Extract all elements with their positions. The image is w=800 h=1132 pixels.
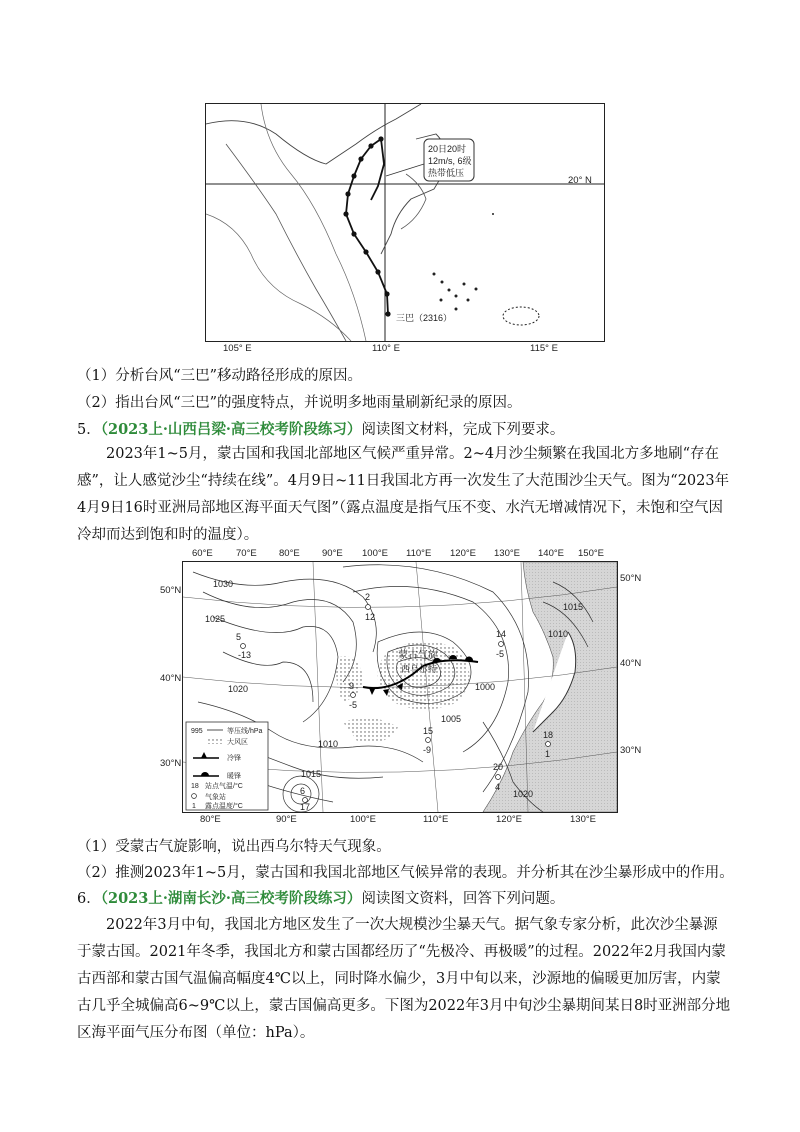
- track-point: [343, 211, 348, 216]
- start-label: 三巴（2316）: [396, 313, 453, 323]
- island-coast: [401, 174, 426, 229]
- station: [426, 738, 431, 743]
- top-lon-130: 130°E: [494, 548, 520, 559]
- q5-number: 5．: [77, 422, 101, 438]
- legend-wind: 大风区: [227, 739, 248, 746]
- legend-isobar-value: 995: [191, 728, 203, 735]
- station-dew: 1: [545, 749, 551, 759]
- island: [467, 299, 470, 302]
- legend-station: 气象站: [205, 794, 226, 801]
- station-temp: 15: [423, 726, 434, 736]
- typhoon-map-svg: [206, 104, 604, 341]
- island: [433, 273, 436, 276]
- island: [463, 283, 466, 286]
- top-lon-150: 150°E: [578, 548, 604, 559]
- weather-chart-svg: [183, 562, 617, 812]
- island: [441, 281, 444, 284]
- isobar-label: 1025: [205, 614, 226, 624]
- station: [192, 794, 197, 799]
- island: [475, 288, 478, 291]
- legend-dew: 露点温度/°C: [205, 803, 243, 810]
- station: [546, 742, 551, 747]
- q5-lead: 阅读图文材料，完成下列要求。: [361, 422, 565, 438]
- station-temp: 14: [496, 629, 507, 639]
- top-lon-140: 140°E: [538, 548, 564, 559]
- island: [440, 299, 443, 302]
- station: [366, 605, 371, 610]
- track-point: [384, 291, 389, 296]
- track-point: [385, 311, 390, 316]
- weather-chart-map: [182, 561, 618, 813]
- top-lon-90: 90°E: [322, 548, 343, 559]
- station-dew: -5: [349, 700, 358, 710]
- track-point: [351, 173, 356, 178]
- island: [455, 308, 458, 311]
- track-point: [363, 249, 368, 254]
- bottom-lon-110: 110°E: [423, 814, 449, 825]
- station-dew: -9: [423, 745, 432, 755]
- q4-item-2: （2）指出台风“三巴”的强度特点，并说明多地雨量刷新纪录的原因。: [77, 395, 522, 411]
- cold-front-tri: [369, 688, 375, 695]
- island: [448, 289, 451, 292]
- wind-area-west: [336, 656, 363, 702]
- callout-line1: 20日20时: [428, 144, 467, 154]
- bottom-lon-100: 100°E: [350, 814, 376, 825]
- lon-110-label: 110° E: [372, 343, 400, 354]
- legend-wind-swatch: [207, 737, 223, 744]
- left-lat-40: 40°N: [160, 673, 182, 684]
- right-lat-50: 50°N: [620, 573, 642, 584]
- bottom-lon-90: 90°E: [276, 814, 297, 825]
- station: [496, 775, 501, 780]
- legend-temp-value: 18: [191, 783, 199, 790]
- top-lon-60: 60°E: [192, 548, 213, 559]
- island: [492, 213, 494, 215]
- isobar-label: 1000: [475, 682, 496, 692]
- coastline: [206, 104, 421, 164]
- station-temp: 18: [543, 730, 554, 740]
- station-temp: 5: [236, 632, 242, 642]
- isobar-label: 1005: [441, 714, 462, 724]
- islands: [433, 213, 495, 311]
- coast-south: [206, 214, 351, 341]
- q6-number: 6．: [77, 891, 101, 907]
- station-dew: 4: [495, 782, 501, 792]
- bottom-lon-120: 120°E: [496, 814, 522, 825]
- callout-line2: 12m/s, 6级: [428, 156, 472, 166]
- q5-source: （2023上·山西吕梁·高三校考阶段练习）: [100, 421, 362, 438]
- isobar-label: 1010: [548, 629, 569, 639]
- q5-paragraph: 2023年1~5月，蒙古国和我国北部地区气候严重异常。2~4月沙尘频繁在我国北方多地刷“存在感”，让人感觉沙尘“持续在线”。4月9日~11日我国北方再一次发生了大范围沙尘天气。图为“2023年4月9日16时亚洲局部地区海平面天气图”（露点温度是指气压不变、水汽无增减情况下，未饱和空气因冷却而达到饱和时的温度）。: [77, 446, 730, 543]
- track-point: [378, 136, 383, 141]
- legend-isobar: 等压线/hPa: [227, 728, 263, 735]
- isobar-label: 1020: [513, 789, 534, 799]
- typhoon-track-map: [205, 103, 605, 342]
- typhoon-track: [346, 139, 388, 314]
- left-lat-30: 30°N: [160, 758, 182, 769]
- mongolia-cyclone-label: 蒙古气旋: [398, 650, 438, 661]
- q5-item-2: （2）推测2023年1~5月，蒙古国和我国北部地区气候异常的表现。并分析其在沙尘暴形成中的作用。: [77, 865, 734, 881]
- q6-source: （2023上·湖南长沙·高三校考阶段练习）: [100, 890, 362, 907]
- legend-dew-value: 1: [192, 803, 196, 810]
- station-dew: -13: [238, 650, 252, 660]
- top-lon-100: 100°E: [362, 548, 388, 559]
- q6-heading: [77, 888, 564, 910]
- isobar-label: 1020: [228, 684, 249, 694]
- reef-ring: [503, 307, 539, 325]
- xiwuerte-label: 西乌尔特: [401, 664, 438, 674]
- isobar-label: 1030: [213, 579, 234, 589]
- left-lat-50: 50°N: [160, 585, 182, 596]
- q6-paragraph: 2022年3月中旬，我国北方地区发生了一次大规模沙尘暴天气。据气象专家分析，此次沙尘暴源于蒙古国。2021年冬季，我国北方和蒙古国都经历了“先极冷、再极暖”的过程。2022年2月我国内蒙古西部和蒙古国气温偏高幅度4℃以上，同时降水偏少，3月中旬以来，沙源地的偏暖更加厉害，内蒙古几乎全城偏高6~9℃以上，蒙古国偏高更多。下图为2022年3月中旬沙尘暴期间某日8时亚洲部分地区海平面气压分布图（单位：hPa）。: [77, 917, 731, 1041]
- top-lon-110: 110°E: [406, 548, 432, 559]
- station-dew: -5: [496, 649, 505, 659]
- station: [241, 644, 246, 649]
- legend-cold-front: 冷锋: [227, 755, 241, 762]
- wind-area-south: [343, 718, 398, 743]
- top-lon-120: 120°E: [450, 548, 476, 559]
- top-lon-70: 70°E: [236, 548, 257, 559]
- bottom-lon-80: 80°E: [200, 814, 221, 825]
- station-temp: 20: [493, 762, 504, 772]
- station-temp: 2: [365, 592, 371, 602]
- lon-115-label: 115° E: [530, 343, 558, 354]
- bottom-lon-130: 130°E: [570, 814, 596, 825]
- q5-heading: [77, 419, 564, 441]
- q6-lead: 阅读图文资料，回答下列问题。: [361, 891, 565, 907]
- callout-line3: 热带低压: [428, 168, 465, 178]
- q4-item-1: （1）分析台风“三巴”移动路径形成的原因。: [77, 368, 363, 384]
- track-point: [368, 143, 373, 148]
- station-temp: 9: [349, 681, 355, 691]
- isobar-label: 1015: [301, 769, 322, 779]
- q5-item-1: （1）受蒙古气旋影响，说出西乌尔特天气现象。: [77, 839, 391, 855]
- lon-105-label: 105° E: [223, 343, 252, 354]
- legend-warm-front: 暖锋: [227, 773, 241, 780]
- track-point: [351, 231, 356, 236]
- right-lat-40: 40°N: [620, 658, 642, 669]
- top-lon-80: 80°E: [279, 548, 300, 559]
- legend-temp: 站点气温/°C: [205, 783, 243, 790]
- station-dew: 12: [365, 612, 376, 622]
- track-point: [345, 191, 350, 196]
- callout-pointer: [386, 164, 424, 176]
- lat-20-label: 20° N: [568, 175, 592, 186]
- right-lat-30: 30°N: [620, 745, 642, 756]
- map-legend: [186, 722, 268, 810]
- track-point: [358, 156, 363, 161]
- isobar-label: 1010: [318, 739, 339, 749]
- track-point: [375, 269, 380, 274]
- station-dew: 17: [300, 802, 311, 812]
- station: [499, 642, 504, 647]
- station: [351, 693, 356, 698]
- island: [455, 295, 458, 298]
- isobar-label: 1015: [563, 602, 584, 612]
- station-temp: 6: [300, 786, 306, 796]
- legend-box: [186, 722, 268, 810]
